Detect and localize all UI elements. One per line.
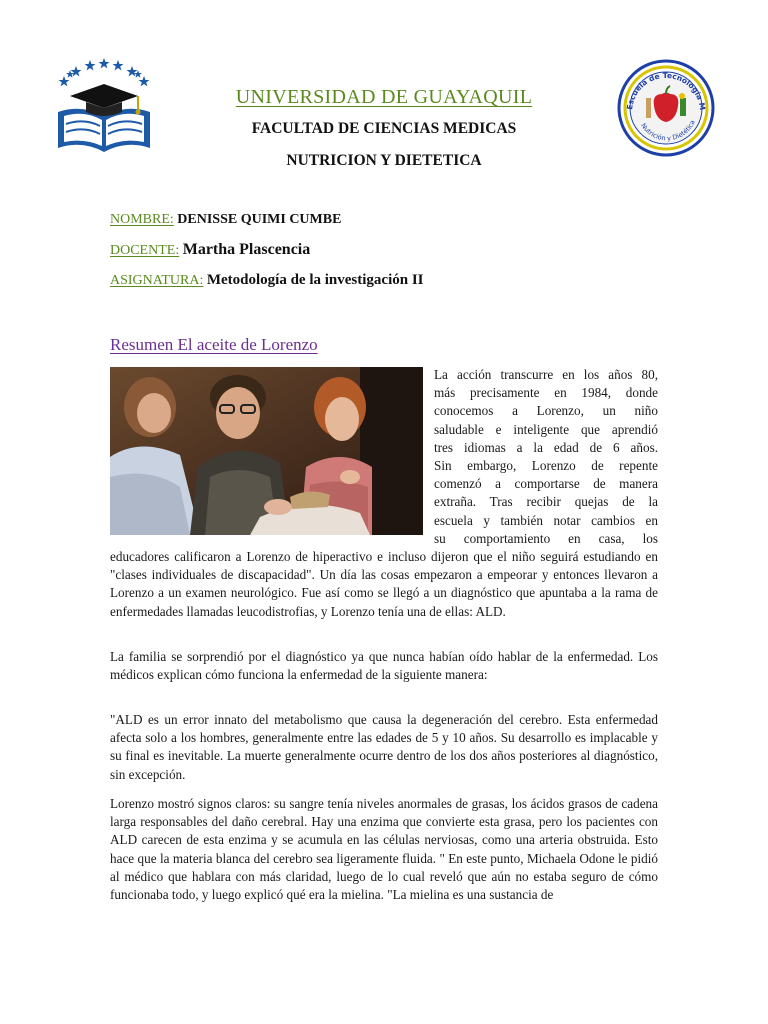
paragraph-1-line: comenzó a comportarse de manera	[434, 476, 658, 492]
teacher-label: DOCENTE:	[110, 243, 180, 258]
paragraph-3: "ALD es un error innato del metabolismo que causa la degeneración del cerebro. Esta enfermedad afecta solo a los hombres, generalmente entre las edades de 5 y 10 años. Su desarrollo es implacable y su final es inevitable. La muerte generalmente ocurre dentro de los dos años posteriores al diagnóstico, sin excepción.	[110, 712, 658, 782]
film-still-photo	[110, 367, 423, 535]
paragraph-1-line: escuela y también notar cambios en	[434, 512, 658, 528]
paragraph-4: Lorenzo mostró signos claros: su sangre tenía niveles anormales de grasas, los ácidos grasos de cadena larga responsables del daño cerebral. Hay una enzima que convierte esta grasa, pero los pacientes con ALD carecen de esta enzima y se acumula en las células nerviosas, como una arteria obstruida. Esto hace que la materia blanca del cerebro sea ligeramente fluida. " En este punto, Michaela Odone le pidió al médico que hablara con más claridad, luego de lo cual reveló que aún no estaba seguro de cómo funcionaba todo, y luego explicó qué era la mielina. "La mielina es una sustancia de	[110, 796, 658, 903]
school-logo	[616, 58, 716, 158]
university-title: UNIVERSIDAD DE GUAYAQUIL	[235, 86, 533, 108]
teacher-line	[110, 241, 310, 259]
student-name-label: NOMBRE:	[110, 212, 174, 227]
paragraph-1-line: La acción transcurre en los años 80,	[434, 367, 658, 382]
paragraph-1-line: más precisamente en 1984, donde	[434, 385, 658, 401]
subject-label: ASIGNATURA:	[110, 273, 204, 288]
paragraph-1-side	[434, 366, 658, 548]
faculty-title: FACULTAD DE CIENCIAS MEDICAS	[251, 120, 517, 137]
paragraph-1-line: Sin embargo, Lorenzo de repente	[434, 458, 658, 474]
paragraph-1-line: conocemos a Lorenzo, un niño	[434, 403, 658, 419]
section-title: Resumen El aceite de Lorenzo	[110, 335, 318, 354]
subject-value: Metodología de la investigación II	[206, 272, 424, 288]
paragraph-2: La familia se sorprendió por el diagnóstico ya que nunca habían oído hablar de la enfermedad. Los médicos explican cómo funciona la enfermedad de la siguiente manera:	[110, 649, 658, 683]
subject-line	[110, 272, 424, 289]
career-title: NUTRICION Y DIETETICA	[286, 152, 482, 169]
paragraph-1-line: tres idiomas a la edad de 6 años.	[434, 439, 658, 455]
student-name-line	[110, 212, 341, 228]
logo-arc-text-bottom: Nutrición y Dietética	[639, 118, 697, 143]
teacher-value: Martha Plascencia	[182, 241, 311, 258]
paragraph-1-continued: educadores calificaron a Lorenzo de hiperactivo e incluso dijeron que el niño seguirá estudiando en "clases individuales de discapacidad". Un día las cosas empezaron a empeorar y entonces llevaron a Lorenzo a un examen neurológico. Fue así como se llegó a un diagnóstico que apuntaba a la rama de enfermedades llamadas leucodistrofias, y Lorenzo tenía una de ellas: ALD.	[110, 549, 658, 619]
paragraph-1-line: saludable e inteligente que aprendió	[434, 421, 658, 437]
paragraph-1-line: su comportamiento en casa, los	[434, 530, 658, 546]
paragraph-1-line: extraña. Tras recibir quejas de la	[434, 494, 658, 510]
student-name-value: DENISSE QUIMI CUMBE	[177, 212, 342, 227]
logo-arc-text-top: Escuela de Tecnología M	[625, 70, 708, 111]
